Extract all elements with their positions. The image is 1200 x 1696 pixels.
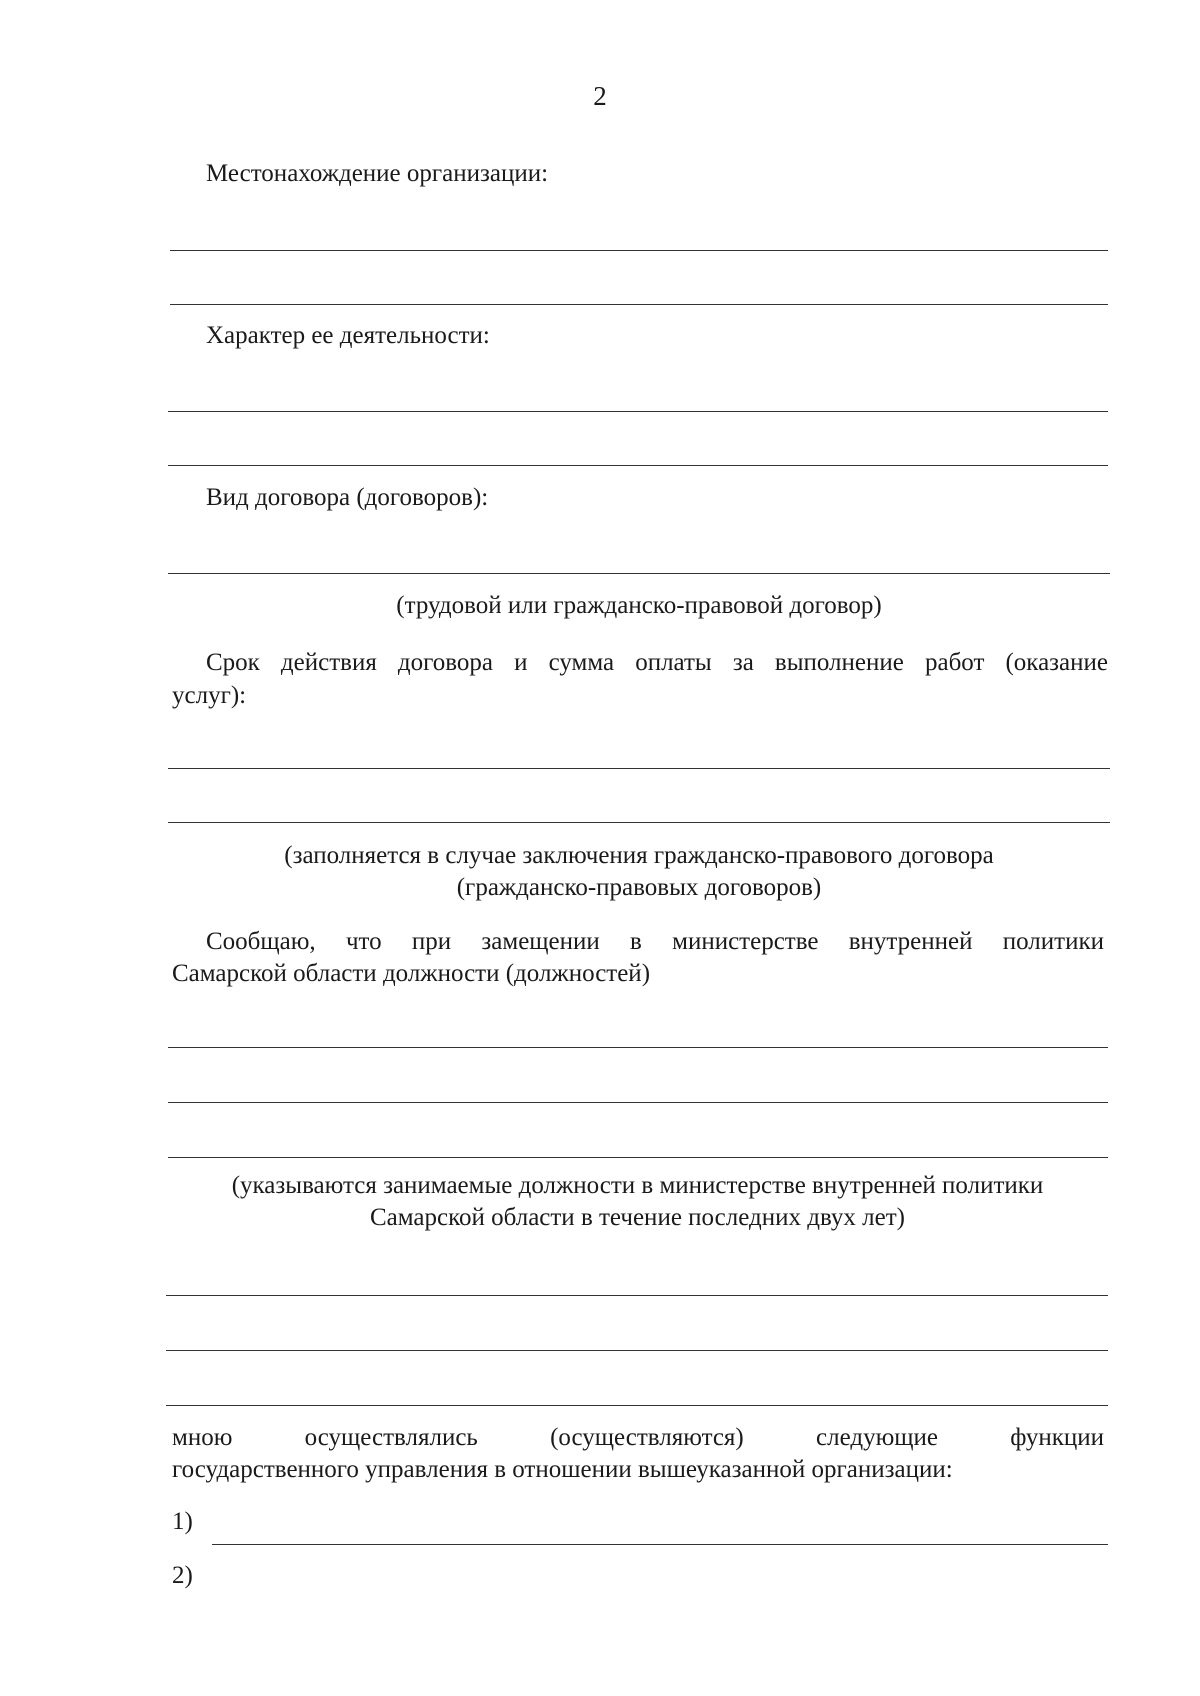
functions-line-2 [166,1350,1108,1351]
functions-line-3 [166,1405,1108,1406]
activity-label: Характер ее деятельности: [206,322,490,349]
functions-line-text-1: мною осуществлялись (осуществляются) следующие функции [172,1424,1104,1451]
positions-line-3 [168,1157,1108,1158]
term-label-line-1: Срок действия договора и сумма оплаты за выполнение работ (оказание [206,649,1108,676]
contract-type-label: Вид договора (договоров): [206,484,489,511]
term-line-2 [168,822,1110,823]
location-label: Местонахождение организации: [206,160,549,187]
location-line-1 [170,250,1108,251]
item-2-label: 2) [172,1562,193,1589]
positions-line-1 [168,1047,1108,1048]
item-1-line [212,1544,1108,1545]
report-line-2: Самарской области должности (должностей) [172,960,651,987]
activity-line-2 [168,465,1108,466]
term-note-line-1: (заполняется в случае заключения гражданско-правового договора [284,842,994,869]
activity-line-1 [168,411,1108,412]
functions-line-text-2: государственного управления в отношении вышеуказанной организации: [172,1456,953,1483]
page-number: 2 [593,81,607,111]
contract-type-line [168,573,1110,574]
term-line-1 [168,768,1110,769]
term-note-line-2: (гражданско-правовых договоров) [456,874,822,901]
positions-note-line-2: Самарской области в течение последних двух лет) [370,1204,905,1231]
positions-note-line-1: (указываются занимаемые должности в министерстве внутренней политики [231,1172,1044,1199]
functions-line-1 [166,1295,1108,1296]
contract-type-note: (трудовой или гражданско-правовой договор) [396,592,882,619]
term-label-line-2: услуг): [172,682,247,709]
item-1-label: 1) [172,1508,193,1535]
location-line-2 [170,304,1108,305]
report-line-1: Сообщаю, что при замещении в министерстве внутренней политики [206,928,1104,955]
positions-line-2 [168,1102,1108,1103]
